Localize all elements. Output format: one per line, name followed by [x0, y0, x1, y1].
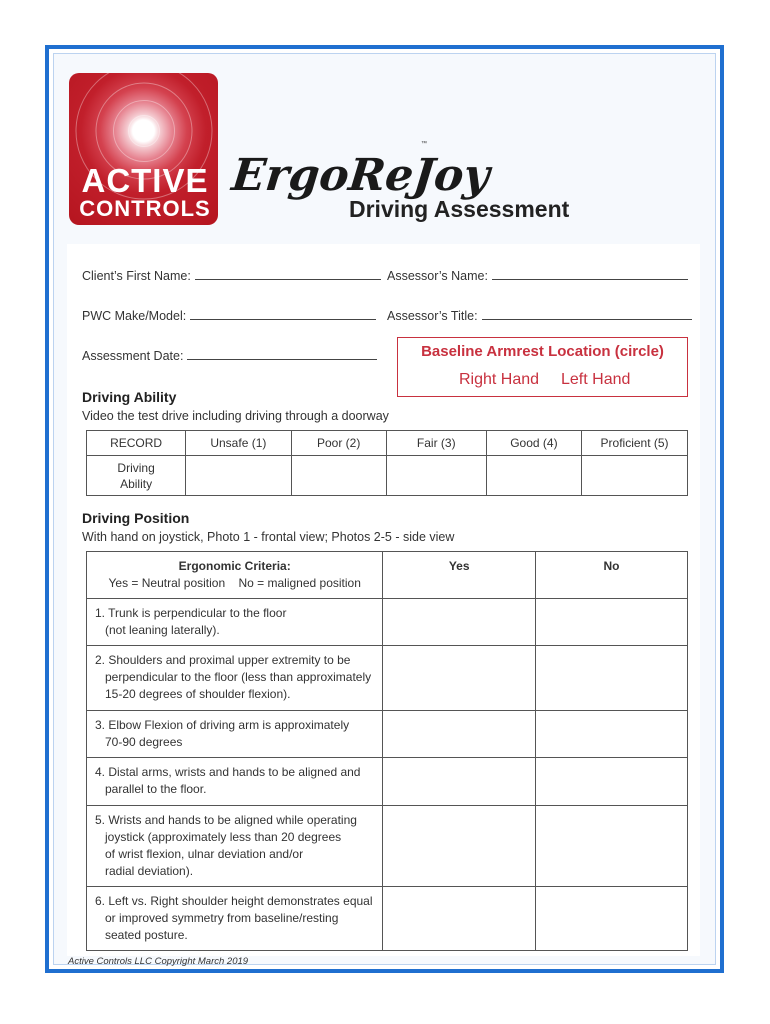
page-title: Driving Assessment — [349, 196, 570, 222]
assessor-name-field[interactable] — [387, 267, 688, 283]
criteria-text: perpendicular to the floor (less than approximately — [105, 670, 372, 684]
criteria-text: 2. Shoulders and proximal upper extremity to be — [95, 653, 351, 667]
pwc-make-model-field[interactable] — [82, 307, 376, 323]
client-first-name-label: Client’s First Name: — [82, 269, 191, 283]
yes-cell[interactable] — [383, 887, 536, 951]
cell-proficient[interactable] — [582, 456, 688, 496]
criteria-text: 6. Left vs. Right shoulder height demonstrates equal — [95, 894, 373, 908]
criteria-subtitle: Yes = Neutral position No = maligned position — [108, 576, 361, 590]
cell-poor[interactable] — [291, 456, 386, 496]
copyright-footer: Active Controls LLC Copyright March 2019 — [68, 956, 249, 967]
criteria-text: seated posture. — [105, 928, 188, 942]
trademark-symbol: ™ — [421, 141, 427, 147]
no-cell[interactable] — [535, 758, 687, 806]
column-header-yes: Yes — [383, 552, 536, 599]
driving-position-heading: Driving Position — [82, 510, 190, 526]
right-hand-option[interactable]: Right Hand — [459, 371, 540, 388]
cell-fair[interactable] — [386, 456, 486, 496]
logo-text-active: ACTIVE — [81, 162, 209, 199]
criteria-text: 70-90 degrees — [105, 735, 183, 749]
assessor-name-line[interactable] — [492, 267, 688, 280]
column-header-unsafe: Unsafe (1) — [186, 431, 291, 456]
driving-ability-table — [86, 430, 688, 496]
criteria-text: 5. Wrists and hands to be aligned while operating — [95, 813, 357, 827]
criteria-text: radial deviation). — [105, 864, 194, 878]
criteria-header — [87, 552, 383, 599]
column-header-no: No — [535, 552, 687, 599]
criteria-text: 3. Elbow Flexion of driving arm is approximately — [95, 718, 350, 732]
assessment-date-line[interactable] — [187, 347, 377, 360]
no-cell[interactable] — [535, 806, 687, 887]
criteria-row-2 — [87, 646, 383, 711]
ergonomic-criteria-table — [86, 551, 688, 951]
criteria-text: (not leaning laterally). — [105, 623, 220, 637]
criteria-text: parallel to the floor. — [105, 782, 207, 796]
criteria-text: 4. Distal arms, wrists and hands to be aligned and — [95, 765, 361, 779]
criteria-text: joystick (approximately less than 20 degrees — [105, 830, 342, 844]
column-header-good: Good (4) — [486, 431, 581, 456]
column-header-record: RECORD — [87, 431, 186, 456]
column-header-poor: Poor (2) — [291, 431, 386, 456]
yes-cell[interactable] — [383, 711, 536, 758]
brand-name: ErgoReJoy — [229, 150, 492, 201]
assessor-title-line[interactable] — [482, 307, 692, 320]
no-cell[interactable] — [535, 599, 687, 646]
criteria-row-6 — [87, 887, 383, 951]
armrest-heading: Baseline Armrest Location (circle) — [421, 343, 664, 360]
criteria-text: 1. Trunk is perpendicular to the floor — [95, 606, 287, 620]
row-label-line-2: Ability — [120, 476, 153, 491]
no-cell[interactable] — [535, 646, 687, 711]
assessor-title-field[interactable] — [387, 307, 692, 323]
driving-position-instruction: With hand on joystick, Photo 1 - frontal view; Photos 2-5 - side view — [82, 530, 455, 544]
baseline-armrest-box — [397, 337, 688, 397]
column-header-fair: Fair (3) — [386, 431, 486, 456]
row-label-driving-ability — [87, 456, 186, 496]
driving-ability-heading: Driving Ability — [82, 389, 177, 405]
yes-cell[interactable] — [383, 646, 536, 711]
logo-text-controls: CONTROLS — [79, 196, 211, 221]
assessor-name-label: Assessor’s Name: — [387, 269, 488, 283]
no-cell[interactable] — [535, 711, 687, 758]
yes-cell[interactable] — [383, 758, 536, 806]
criteria-row-5 — [87, 806, 383, 887]
criteria-text: or improved symmetry from baseline/resting — [105, 911, 339, 925]
left-hand-option[interactable]: Left Hand — [561, 371, 631, 388]
criteria-row-1 — [87, 599, 383, 646]
criteria-row-4 — [87, 758, 383, 806]
cell-unsafe[interactable] — [186, 456, 291, 496]
assessor-title-label: Assessor’s Title: — [387, 309, 478, 323]
criteria-text: 15-20 degrees of shoulder flexion). — [105, 687, 291, 701]
yes-cell[interactable] — [383, 599, 536, 646]
pwc-make-model-line[interactable] — [190, 307, 376, 320]
client-first-name-field[interactable] — [82, 267, 381, 283]
assessment-date-field[interactable] — [82, 347, 377, 363]
assessment-date-label: Assessment Date: — [82, 349, 184, 363]
active-controls-logo — [69, 73, 218, 225]
yes-cell[interactable] — [383, 806, 536, 887]
criteria-title: Ergonomic Criteria: — [178, 559, 291, 573]
driving-ability-instruction: Video the test drive including driving through a doorway — [82, 409, 389, 423]
column-header-proficient: Proficient (5) — [582, 431, 688, 456]
no-cell[interactable] — [535, 887, 687, 951]
row-label-line-1: Driving — [117, 460, 155, 475]
criteria-text: of wrist flexion, ulnar deviation and/or — [105, 847, 304, 861]
cell-good[interactable] — [486, 456, 581, 496]
client-first-name-line[interactable] — [195, 267, 381, 280]
pwc-make-model-label: PWC Make/Model: — [82, 309, 187, 323]
criteria-row-3 — [87, 711, 383, 758]
